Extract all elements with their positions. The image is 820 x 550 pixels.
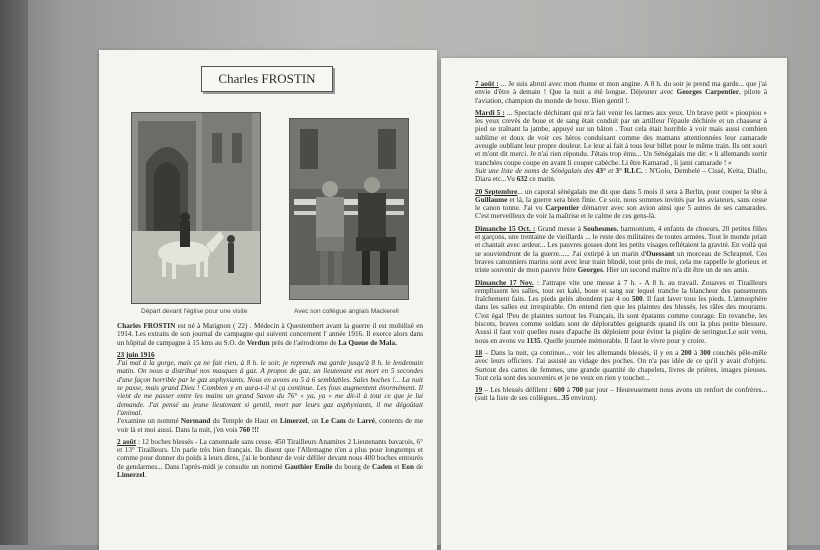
intro-text: près de l'aérodrome de xyxy=(269,338,339,347)
photo-caption-1: Départ devant l'église pour une visite xyxy=(141,308,248,315)
count-value: 200 xyxy=(680,348,692,357)
count-value: 500 xyxy=(631,295,643,304)
entry-date: Dimanche 15 Oct. : xyxy=(475,224,536,233)
person-name: Georges Carpentier xyxy=(676,88,740,97)
person-name: Carpentier xyxy=(545,204,580,213)
photo-church-horse xyxy=(131,112,261,304)
entry-text: et xyxy=(605,166,616,175)
place-name: Larré xyxy=(357,417,375,426)
entry-17-nov xyxy=(475,279,767,345)
entry-text: à xyxy=(564,386,573,395)
left-page xyxy=(99,50,437,550)
entry-date: 18 xyxy=(475,348,483,357)
entry-text: : J'attrape vite une messe à 7 h. - A 8 h. au travail. Zouaves et Tirailleurs remplissent les salles, tout est kaki, boue et sang sur lequel tranche la blancheur des pansements fraîchement faits. Les pieds gelés abondent par 4 ou xyxy=(475,278,767,304)
entry-text: du bourg de xyxy=(332,462,373,471)
count-value: 1135 xyxy=(526,336,541,345)
count-value: 700 xyxy=(572,386,583,395)
entry-text: et xyxy=(392,462,402,471)
right-page xyxy=(441,58,787,550)
count-value: 35 xyxy=(562,394,570,403)
entry-2-aout xyxy=(117,438,423,479)
entry-text: , un xyxy=(307,417,321,426)
intro-paragraph xyxy=(117,322,423,347)
church-horse-photo-drawing xyxy=(132,113,260,303)
entry-23-juin xyxy=(117,351,423,434)
page-title: Charles FROSTIN xyxy=(201,66,333,92)
person-name: Georges xyxy=(577,266,603,275)
entry-text: – Les blessés défilent : xyxy=(482,386,554,395)
entry-text: à xyxy=(691,348,700,357)
entry-text: ... un caporal sénégalais me dit que dans 5 mois il sera à Berlin, pour couper la tête à xyxy=(517,187,767,196)
entry-text: de xyxy=(414,462,423,471)
entry-text: Suit une liste de noms de Sénégalais des xyxy=(475,166,596,175)
entry-date: 23 juin 1916 xyxy=(117,350,155,359)
entry-text: un morceau de Schrapnel. Ces braves canonniers marins sont avec leur train blindé, tout près de moi, cela me rappelle le glorieux et triste souvenir de mon pauvre frère xyxy=(475,249,767,275)
entry-text: par jour – Heureusement nous avons un renfort de confrères... (suit la liste de ses collègues... xyxy=(475,386,767,403)
photo-caption-2: Avec son collègue anglais Mackerell xyxy=(294,308,399,315)
entry-text: J'examine un nommé xyxy=(117,417,181,426)
place-name: Limerzel xyxy=(279,417,308,426)
regiment-number: 3° R.I.C. xyxy=(615,166,643,175)
entry-text: . Quelle journée mémorable. Il faut le vivre pour y croire. xyxy=(540,336,706,345)
entry-text: : N'Golo, Dembelé – Cissé, Keita, Diallo, Diara etc...Vu xyxy=(475,166,767,184)
count-value: 760 !!! xyxy=(239,425,260,434)
entry-text: J'ai mal à la gorge, mais ça ne fait rien, à 8 h. le soir, je reprends ma garde jusqu'à 8 h. le lendemain matin. On nous a distribué nos masques à gaz. A propos de gaz, un lieutenant est mort en 5 secondes d'une façon horrible par le gaz asphyxiants. Nous en avons eu 5 à 6 semblables. Sales boches !... La nuit se passe, mais grand Dieu ! Combien y en aura-t-il si ça continue. Les fous augmentent énormément. Il vient de me passer entre les mains un grand Saxon du 76° « ya, ya » me dit-il à tout ce que je lui demande. J'ai pensé au jeune lieutenant si gentil, mort par leurs gaz asphyxiants, il me dégoûtait l'animal. xyxy=(117,359,423,417)
entry-text: harmonium, 4 enfants de choeurs, 20 petites filles et garçons, une trentaine de vieillards ... le reste des militaires de toutes armées. Tout le monde priait et chantait avec ardeur... Les pauvres gosses dont les petits visages reflétaient la gravité. En voilà qui se souviendront de la guerre...... J'ai extirpé à un marin d' xyxy=(475,224,767,258)
place-name: Limerzel xyxy=(117,471,145,480)
two-officers-photo-drawing xyxy=(290,119,408,299)
entry-text: , pilote à l'aviation, champion du monde de boxe. Bien gentil !. xyxy=(475,88,768,105)
entry-date: 7 août : xyxy=(475,80,499,88)
entry-mardi-5 xyxy=(475,109,767,184)
count-value: 600 xyxy=(553,386,565,395)
entry-date: Mardi 5 : xyxy=(475,108,505,117)
person-name: Eon xyxy=(401,462,414,471)
entry-text: du Temple de Haut en xyxy=(210,417,280,426)
entry-18 xyxy=(475,349,767,382)
entry-text: ce matin. xyxy=(527,175,556,184)
person-name: Gauthier Emile xyxy=(284,462,333,471)
board-edge xyxy=(0,0,28,545)
intro-text: est né à Matignon ( 22) . Médecin à Questembert avant la guerre il est mobilisé en 1914. Les extraits de son journal de campagne qui suivent concernent l' année 1916. Il exerce alors dans un hôpital de campagne à 15 kms au S.O. de xyxy=(117,322,423,347)
entry-text: démarrer avec son avion ainsi que 5 autres de ses camarades. C'est merveilleux de voir la maîtrise et le calme de ces gens-là. xyxy=(475,204,767,221)
count-value: 300 xyxy=(699,348,711,357)
photo-two-officers xyxy=(289,118,409,300)
entry-text: , contents de me voir là et moi aussi. Dans la nuit, j'en vois xyxy=(117,417,423,434)
entry-20-septembre xyxy=(475,188,767,221)
person-name: Normand xyxy=(180,417,211,426)
left-page-text xyxy=(117,322,423,483)
entry-text: . Hier un second maître m'a dit être un de ses amis. xyxy=(602,266,750,275)
place-name: Ouessant xyxy=(646,249,675,258)
entry-text: Grand messe à xyxy=(535,224,584,233)
place-name: La Queue de Mala. xyxy=(338,338,397,347)
entry-text: et là, la guerre sera bien finie. Ce soir, nous sommes invités par les aviateurs, sans cesse le canon tonne. J'ai vu xyxy=(475,195,767,213)
entry-date: 2 août xyxy=(117,437,137,446)
entry-7-aout xyxy=(475,80,767,105)
entry-date: Dimanche 17 Nov. xyxy=(475,278,534,287)
person-name: Guillaume xyxy=(475,195,508,204)
entry-text: ... Spectacle déchirant qui m'a fait venir les larmes aux yeux. Un brave petit « pioupiou » les yeux crevés de boue et de sang était conduit par un artilleur l'épaule déchirée et un chasseur à pied se traînant la jambe, appuyé sur un bâton . Tout cela était horrible à voir mais aussi combien sublime et doux de voir ces héros conduisant comme des mamans attentionnées leur camarade aveugle oubliant leur propre douleur. Le leur ai fait à tous leur billet pour le même train. Ils ont souri et m'ont dit merci. Je n'ai rien répondu. J'étais trop ému... Un Sénégalais me dit: « li allemands sortir tranchées coupe coupe en avant li couper cabèche. Li être Kamarad , li jami camarade ! » xyxy=(475,108,767,167)
entry-text: environ). xyxy=(569,394,598,403)
right-page-text xyxy=(475,80,767,407)
entry-text: – Dans la nuit, ça continue... voir les allemands blessés, il y en a xyxy=(482,348,681,357)
entry-text: de xyxy=(345,417,358,426)
regiment-number: 43° xyxy=(595,166,606,175)
entry-15-oct xyxy=(475,225,767,275)
person-name: Le Cam xyxy=(320,417,346,426)
entry-text: ... Je suis abruti avec mon rhume et mon angine. A 8 h. du soir je prend ma garde... que j'ai envie d'être à demain ! Que la nuit a été longue. Déjeuner avec xyxy=(475,80,767,97)
count-value: 632 xyxy=(516,175,528,184)
entry-19 xyxy=(475,386,767,403)
entry-text: : 12 boches blessés - La canonnade sans cesse. 450 Tirailleurs Anamites 2 Lieutenants bavarois, 6° et 13° Tirailleurs. Un parle très bien français. Ils disent que l'Allemagne n'en a plus pour longtemps et comme pour donner du poids à leurs dires, j'ai le bonheur de voir défiler devant nous 400 boches entourés de gendarmes... Dans l'après-midi je consulte un nommé xyxy=(117,437,423,471)
place-name: Caden xyxy=(372,462,393,471)
place-name: Souhesmes. xyxy=(583,224,619,233)
entry-text: . Il faut laver tous les pieds. L'atmosphère dans les salles est irrespirable. On entend rien que les plaintes des blessés, les râles des mourants. C'est égal !Peu de plaintes surtout les Français, ils sont épatants comme courage. En revanche, les biscots, braves comme soldats sont de déplorables geignards quand ils ont la plus petite blessure. Aussi il faut voir quelles ruses d'apache ils déploient pour éviter la piqûre de seringue.Le soir venu, nous en avons vu xyxy=(475,295,767,345)
entry-date: 19 xyxy=(475,386,483,395)
entry-text: couchés pêle-mêle avec leurs officiers. J'ai assisté au vidage des poches. On n'a pas idée de ce qu'il y avait d'objets. Surtout des cartes de femmes, une grande quantité de chapelets, livres de prières, images pieuses. Tout cela sont des souvenirs et je ne veux en rien y toucher... xyxy=(475,348,767,382)
entry-text: . xyxy=(144,471,147,480)
place-name: Verdun xyxy=(246,338,270,347)
subject-name: Charles FROSTIN xyxy=(117,322,176,330)
entry-date: 20 Septembre xyxy=(475,187,518,196)
